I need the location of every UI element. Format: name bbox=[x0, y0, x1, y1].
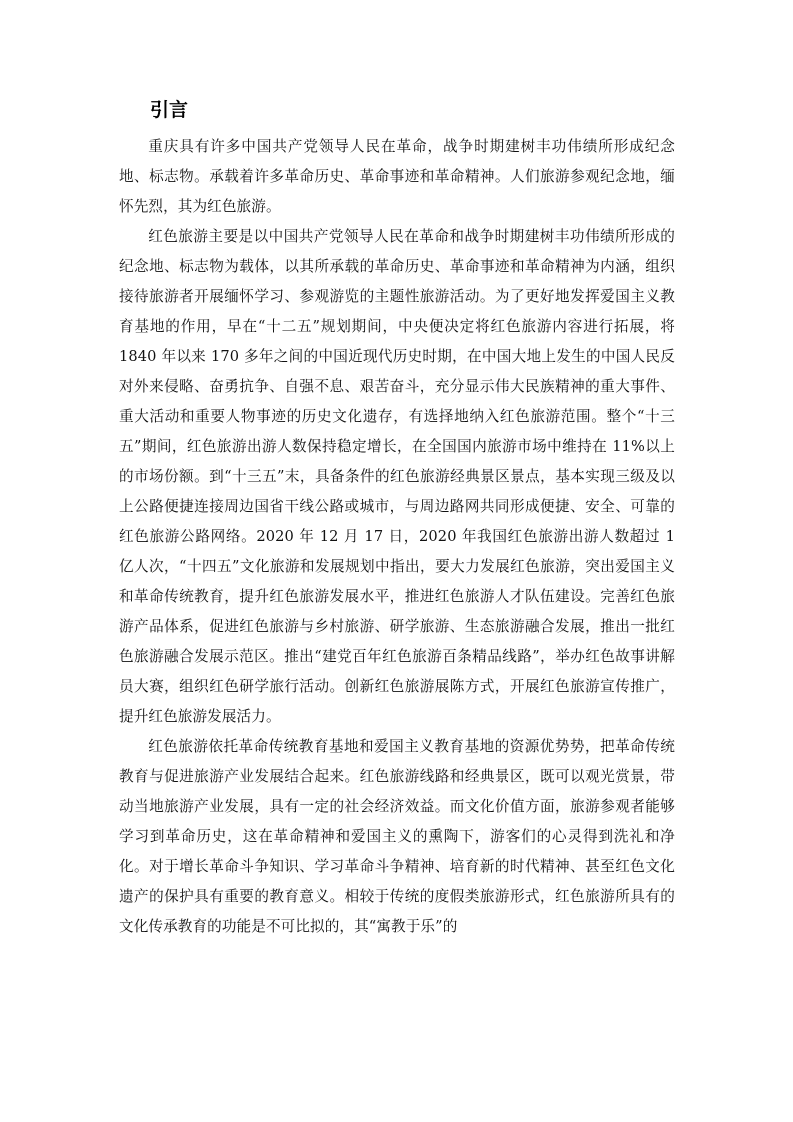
paragraph-3: 红色旅游依托革命传统教育基地和爱国主义教育基地的资源优势势，把革命传统教育与促进旅游产业发展结合起来。红色旅游线路和经典景区，既可以观光赏景，带动当地旅游产业发展，具有一定的社会经济效益。而文化价值方面，旅游参观者能够学习到革命历史，这在革命精神和爱国主义的熏陶下，游客们的心灵得到洗礼和净化。对于增长革命斗争知识、学习革命斗争精神、培育新的时代精神、甚至红色文化遗产的保护具有重要的教育意义。相较于传统的度假类旅游形式，红色旅游所具有的文化传承教育的功能是不可比拟的，其“寓教于乐”的 bbox=[119, 738, 675, 935]
section-heading: 引言 bbox=[150, 99, 189, 121]
document-body bbox=[119, 98, 675, 942]
paragraph-1: 重庆具有许多中国共产党领导人民在革命，战争时期建树丰功伟绩所形成纪念地、标志物。承载着许多革命历史、革命事迹和革命精神。人们旅游参观纪念地，缅怀先烈，其为红色旅游。 bbox=[119, 138, 675, 215]
paragraph-2: 红色旅游主要是以中国共产党领导人民在革命和战争时期建树丰功伟绩所形成的纪念地、标志物为载体，以其所承载的革命历史、革命事迹和革命精神为内涵，组织接待旅游者开展缅怀学习、参观游览的主题性旅游活动。为了更好地发挥爱国主义教育基地的作用，早在“十二五”规划期间，中央便决定将红色旅游内容进行拓展，将 1840 年以来 170 多年之间的中国近现代历史时期，在中国大地上发生的中国人民反对外来侵略、奋勇抗争、自强不息、艰苦奋斗，充分显示伟大民族精神的重大事件、重大活动和重要人物事迹的历史文化遗存，有选择地纳入红色旅游范围。整个“十三五”期间，红色旅游出游人数保持稳定增长，在全国国内旅游市场中维持在 11%以上的市场份额。到“十三五”末，具备条件的红色旅游经典景区景点，基本实现三级及以上公路便捷连接周边国省干线公路或城市，与周边路网共同形成便捷、安全、可靠的红色旅游公路网络。2020 年 12 月 17 日，2020 年我国红色旅游出游人数超过 1 亿人次，“十四五”文化旅游和发展规划中指出，要大力发展红色旅游，突出爱国主义和革命传统教育，提升红色旅游发展水平，推进红色旅游人才队伍建设。完善红色旅游产品体系，促进红色旅游与乡村旅游、研学旅游、生态旅游融合发展，推出一批红色旅游融合发展示范区。推出“建党百年红色旅游百条精品线路”，举办红色故事讲解员大赛，组织红色研学旅行活动。创新红色旅游展陈方式，开展红色旅游宣传推广，提升红色旅游发展活力。 bbox=[119, 228, 675, 725]
